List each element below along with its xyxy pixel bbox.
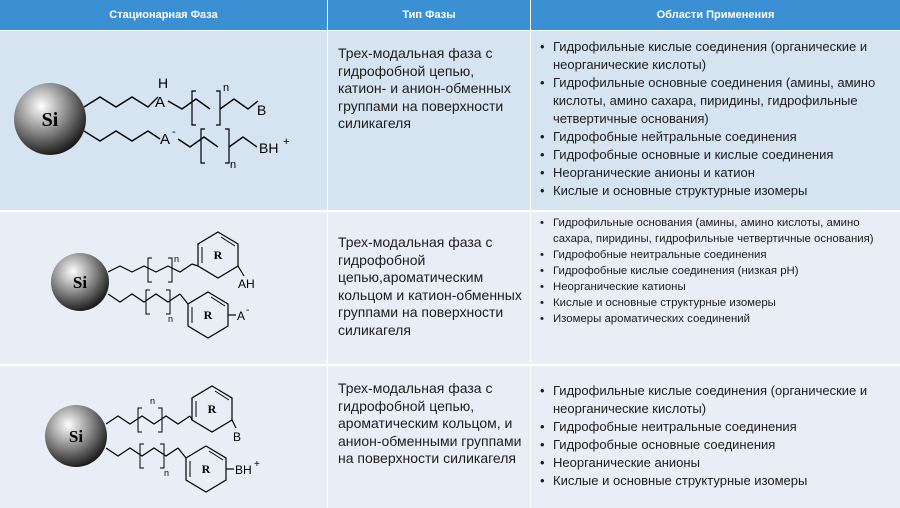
n-label-lower: n — [230, 159, 237, 171]
upper-chain — [84, 97, 158, 107]
bracket-lower — [201, 129, 229, 163]
list-item: • Гидрофобные неитральные соединения — [538, 418, 898, 436]
r-label-upper: R — [213, 248, 223, 262]
upper-chain — [106, 416, 190, 424]
a-minus-label: A — [160, 131, 171, 148]
header-phase-type: Тип Фазы — [328, 0, 530, 30]
a-minus-sign: - — [172, 126, 176, 138]
list-item: • Изомеры ароматических соединений — [538, 311, 898, 327]
h-label: H — [158, 75, 169, 91]
column-divider — [327, 31, 328, 210]
structure-diagram-1 — [0, 31, 327, 210]
column-divider — [530, 31, 531, 210]
r-label-lower: R — [203, 308, 213, 322]
table-row — [0, 212, 900, 364]
r-label-lower: R — [201, 462, 211, 476]
list-item: • Гидрофильные основные соединения (амины, амино кислоты, амино сахара, пиридины, гидрофильные четвертичные основания) — [538, 74, 898, 128]
list-item: • Гидрофобные неитральные соединения — [538, 247, 898, 263]
phase-type-text: Трех-модальная фаза с гидрофобной цепью, ароматическим кольцом, и анион-обменными группами на поверхности силикагеля — [338, 380, 522, 466]
lower-chain-2 — [178, 137, 218, 147]
a-label: A — [237, 309, 246, 323]
phase-type-text: Трех-модальная фаза с гидрофобной цепью, катион- и анион-обменных группами на поверхности силикагеля — [338, 45, 511, 131]
list-item: • Кислые и основные структурные изомеры — [538, 472, 898, 490]
n-label-upper: n — [150, 396, 156, 406]
bracket-upper — [192, 91, 220, 125]
list-item: • Гидрофильные кислые соединения (органические и неорганические кислоты) — [538, 382, 898, 418]
column-divider — [327, 212, 328, 364]
table-row — [0, 31, 900, 210]
ring-link-upper — [192, 264, 198, 266]
applications-list — [538, 38, 898, 200]
ring-link-lower — [178, 448, 186, 458]
a-label: A — [155, 94, 166, 111]
header-applications: Области Применения — [531, 0, 900, 30]
ring-link-lower — [180, 294, 188, 304]
list-item: • Гидрофильные основания (амины, амино кислоты, амино сахара, пиридины, гидрофильные четвертичные основания) — [538, 215, 898, 247]
list-item: • Неорганические катионы — [538, 279, 898, 295]
list-item: • Гидрофобные основные и кислые соединения — [538, 146, 898, 164]
lower-chain — [106, 448, 178, 456]
lower-chain-3 — [229, 137, 257, 147]
bh-label: BH — [259, 140, 279, 156]
lower-chain — [84, 131, 160, 141]
bh-label: BH — [235, 463, 252, 477]
n-label-upper: n — [174, 254, 180, 264]
column-divider — [530, 366, 531, 508]
bh-plus: + — [254, 459, 260, 470]
structure-diagram-3 — [0, 366, 327, 508]
bracket-lower — [146, 290, 170, 314]
column-divider — [530, 212, 531, 364]
b-label: B — [257, 102, 267, 118]
a-minus-sign: - — [246, 305, 250, 316]
table-row — [0, 366, 900, 508]
list-item: • Гидрофобные основные соединения — [538, 436, 898, 454]
applications-list — [538, 215, 898, 327]
n-label-upper: n — [223, 82, 230, 94]
list-item: • Гидрофобные кислые соединения (низкая pH) — [538, 263, 898, 279]
ah-label: AH — [238, 277, 255, 291]
lower-chain — [108, 294, 180, 302]
b-link — [232, 420, 236, 428]
header-stationary-phase: Стационарная Фаза — [0, 0, 327, 30]
ah-link — [238, 266, 244, 276]
r-label-upper: R — [207, 402, 217, 416]
applications-list — [538, 382, 898, 490]
phase-type-text: Трех-модальная фаза с гидрофобной цепью,ароматическим кольцом и катион-обменных группами на поверхности силикагеля — [338, 234, 522, 338]
n-label-lower: n — [168, 314, 174, 324]
n-label-lower: n — [164, 468, 170, 478]
bh-plus: + — [283, 136, 290, 148]
b-label: B — [233, 430, 242, 444]
structure-diagram-2 — [0, 212, 327, 364]
upper-chain-3 — [220, 99, 258, 109]
upper-chain-2 — [168, 99, 210, 109]
si-label: Si — [41, 109, 59, 131]
list-item: • Кислые и основные структурные изомеры — [538, 295, 898, 311]
list-item: • Гидрофобные нейтральные соединения — [538, 128, 898, 146]
si-label: Si — [68, 427, 84, 446]
si-label: Si — [72, 273, 88, 292]
bracket-upper — [138, 408, 162, 432]
upper-chain — [108, 264, 192, 272]
list-item: • Неорганические анионы и катион — [538, 164, 898, 182]
list-item: • Неорганические анионы — [538, 454, 898, 472]
bracket-lower — [140, 444, 164, 468]
list-item: • Гидрофильные кислые соединения (органические и неорганические кислоты) — [538, 38, 898, 74]
column-divider — [327, 366, 328, 508]
list-item: • Кислые и основные структурные изомеры — [538, 182, 898, 200]
